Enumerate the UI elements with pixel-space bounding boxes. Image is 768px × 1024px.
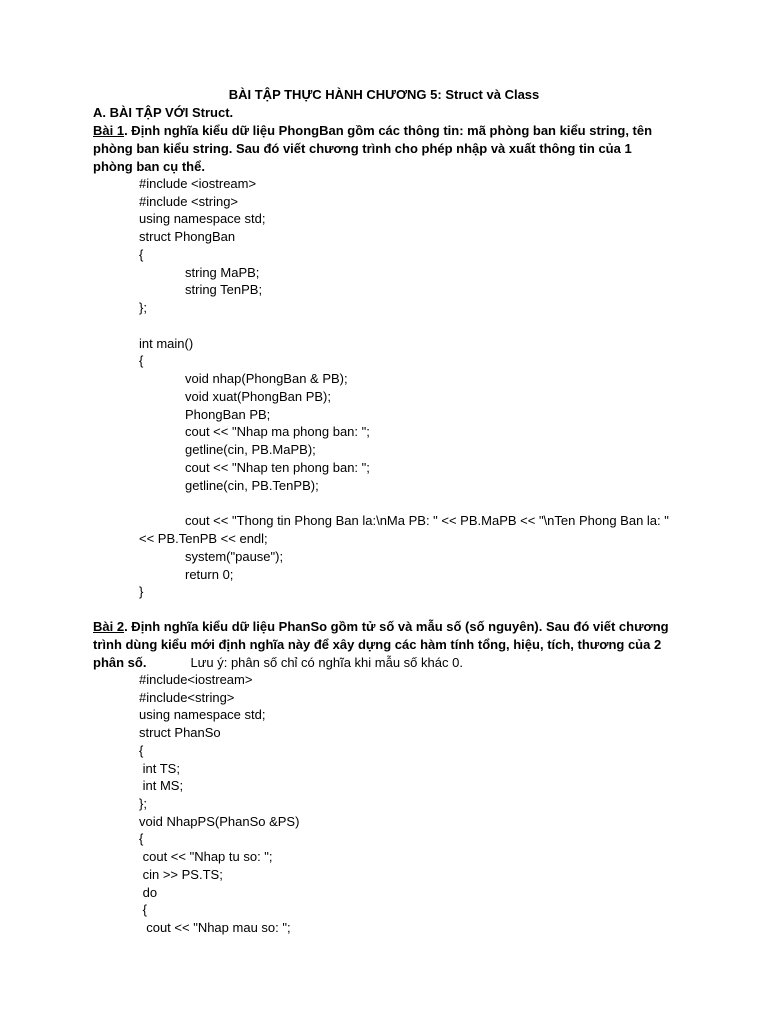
code-line: PhongBan PB; [185,407,271,422]
code-line: #include <iostream> [139,176,257,191]
code-line: string TenPB; [185,282,263,297]
code-line: cout << "Nhap mau so: "; [139,920,291,935]
code-line: { [139,743,144,758]
code-line: cout << "Nhap ma phong ban: "; [185,424,370,439]
exercise-1-text: . Định nghĩa kiểu dữ liệu PhongBan gồm các thông tin: mã phòng ban kiểu string, tên phòng ban kiểu string. Sau đó viết chương trình cho phép nhập và xuất thông tin của 1 phòng ban cụ thể. [93,123,653,174]
code-line: void nhap(PhongBan & PB); [185,371,348,386]
code-line: struct PhongBan [139,229,236,244]
exercise-1-description [93,122,673,176]
section-heading: A. BÀI TẬP VỚI Struct. [93,105,234,120]
code-line: #include<iostream> [139,672,253,687]
exercise-1-label: Bài 1 [93,123,125,138]
code-line: int TS; [139,761,180,776]
code-line: return 0; [185,567,234,582]
code-line: #include<string> [139,690,235,705]
code-line: struct PhanSo [139,725,221,740]
code-line: { [139,831,144,846]
code-line: cin >> PS.TS; [139,867,223,882]
code-line: { [139,353,144,368]
exercise-2-note: Lưu ý: phân số chỉ có nghĩa khi mẫu số khác 0. [190,655,463,670]
code-line: }; [139,796,147,811]
code-line: #include <string> [139,194,239,209]
exercise-2-description [93,618,673,672]
code-line: }; [139,300,147,315]
code-line: { [139,247,144,262]
exercise-2-label: Bài 2 [93,619,125,634]
code-line: } [139,584,144,599]
exercise-2-text: . Định nghĩa kiểu dữ liệu PhanSo gồm tử số và mẫu số (số nguyên). Sau đó viết chương trình dùng kiểu mới định nghĩa này để xây dựng các hàm tính tổng, hiệu, tích, thương của 2 phân số. [93,619,669,670]
code-line-wrapped [139,512,679,548]
code-line: int main() [139,336,194,351]
code-line: { [139,902,147,917]
code-line: system("pause"); [185,549,284,564]
code-line: using namespace std; [139,707,266,722]
code-line: cout << "Nhap ten phong ban: "; [185,460,370,475]
page-title: BÀI TẬP THỰC HÀNH CHƯƠNG 5: Struct và Class [228,87,540,102]
code-line: getline(cin, PB.MaPB); [185,442,316,457]
code-line: getline(cin, PB.TenPB); [185,478,319,493]
code-text: cout << "Thong tin Phong Ban la:\nMa PB: " << PB.MaPB << "\nTen Phong Ban la: " << PB.TenPB << endl; [139,513,669,546]
code-line: using namespace std; [139,211,266,226]
code-line: int MS; [139,778,184,793]
code-line: cout << "Nhap tu so: "; [139,849,273,864]
code-line: void xuat(PhongBan PB); [185,389,331,404]
code-line: do [139,885,158,900]
code-line: void NhapPS(PhanSo &PS) [139,814,300,829]
code-line: string MaPB; [185,265,260,280]
